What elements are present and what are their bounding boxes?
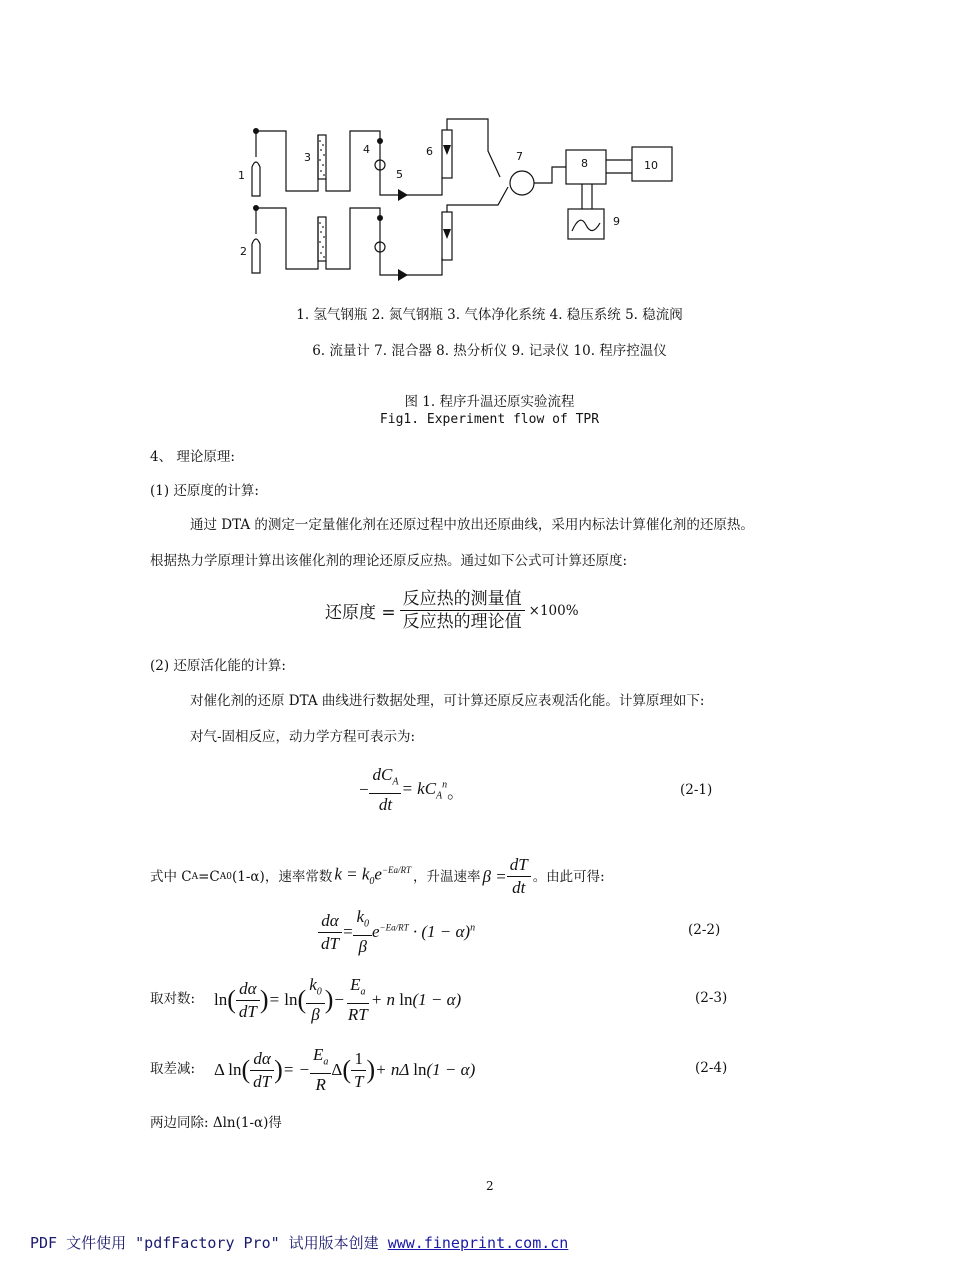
figure-legend-line-1: 1. 氢气钢瓶 2. 氮气钢瓶 3. 气体净化系统 4. 稳压系统 5. 稳流阀 bbox=[296, 307, 683, 323]
final-line: 两边同除: Δln(1-α)得 bbox=[150, 1115, 282, 1131]
eq3-label: 取对数: bbox=[150, 991, 196, 1007]
sub-heading-1: (1) 还原度的计算: bbox=[150, 483, 259, 499]
def-text-e: 。由此可得: bbox=[532, 868, 605, 885]
node-label-2: 2 bbox=[240, 245, 247, 258]
pdf-footer bbox=[30, 1232, 568, 1253]
equation-number-2-4: (2-4) bbox=[695, 1060, 728, 1076]
node-label-3: 3 bbox=[304, 151, 311, 164]
figure-caption-cn: 图 1. 程序升温还原实验流程 bbox=[404, 394, 575, 410]
flow-valve-top-shape bbox=[398, 189, 408, 201]
equation-2-3: ln ( $\frac{d\alpha}{dT}$ ) = ln ( $\frac{k_0}{\beta}$ ) − $\frac{E_a}{RT}$ + n ln(1 − α) bbox=[214, 975, 462, 1025]
nitrogen-cylinder-shape bbox=[252, 239, 260, 273]
node-label-6: 6 bbox=[426, 145, 433, 158]
node-label-10: 10 bbox=[644, 159, 658, 172]
def-text-b: =C bbox=[198, 868, 220, 885]
definitions-line: 式中 C A =C A0 (1-α)，速率常数 $k = k_0e^{-Ea/RT}$ ，升温速率 β = $\frac{dT}{dt}$ 。由此可得: bbox=[150, 855, 605, 897]
formula-lhs: 还原度 = bbox=[325, 603, 396, 623]
reduction-degree-formula bbox=[325, 588, 579, 633]
figure-legend-line-2: 6. 流量计 7. 混合器 8. 热分析仪 9. 记录仪 10. 程序控温仪 bbox=[312, 343, 667, 359]
def-text-c: (1-α)，速率常数 bbox=[232, 868, 333, 885]
figure-caption-en: Fig1. Experiment flow of TPR bbox=[379, 412, 600, 427]
footer-text: PDF 文件使用 "pdfFactory Pro" 试用版本创建 bbox=[30, 1234, 388, 1252]
node-label-5: 5 bbox=[396, 168, 403, 181]
footer-link[interactable]: www.fineprint.com.cn bbox=[387, 1234, 569, 1252]
paragraph-activation: 对催化剂的还原 DTA 曲线进行数据处理，可计算还原反应表观活化能。计算原理如下: bbox=[190, 693, 705, 709]
formula-fraction bbox=[400, 588, 525, 633]
def-text-d: ，升温速率 bbox=[413, 868, 481, 885]
equation-number-2-1: (2-1) bbox=[680, 782, 713, 798]
paragraph-kinetics: 对气-固相反应，动力学方程可表示为: bbox=[190, 729, 416, 745]
formula-numerator: 反应热的测量值 bbox=[400, 588, 525, 611]
equation-2-2: $\frac{d\alpha}{dT}$ = $\frac{k_0}{\beta}$ $e^{-Ea/RT} \cdot (1 - \alpha)^n$ bbox=[318, 906, 475, 958]
tpr-flow-diagram bbox=[230, 105, 690, 300]
section-heading-4: 4、 理论原理: bbox=[150, 449, 235, 465]
page-number: 2 bbox=[486, 1179, 494, 1193]
sub-heading-2: (2) 还原活化能的计算: bbox=[150, 658, 286, 674]
formula-tail: ×100% bbox=[528, 602, 579, 619]
eq4-label: 取差减: bbox=[150, 1061, 196, 1077]
flow-valve-bottom-shape bbox=[398, 269, 408, 281]
mixer-shape bbox=[510, 171, 534, 195]
def-text-a: 式中 C bbox=[150, 868, 192, 885]
equation-2-4: Δ ln ( $\frac{d\alpha}{dT}$ ) = − $\frac{E_a}{R}$ Δ ( $\frac{1}{T}$ ) + nΔ ln(1 − α) bbox=[214, 1045, 476, 1095]
formula-denominator: 反应热的理论值 bbox=[402, 612, 522, 632]
equation-number-2-2: (2-2) bbox=[688, 922, 721, 938]
node-label-4: 4 bbox=[363, 143, 370, 156]
node-label-1: 1 bbox=[238, 169, 245, 182]
paragraph-dta: 通过 DTA 的测定一定量催化剂在还原过程中放出还原曲线，采用内标法计算催化剂的还原热。 bbox=[190, 517, 754, 533]
equation-number-2-3: (2-3) bbox=[695, 990, 728, 1006]
paragraph-thermo: 根据热力学原理计算出该催化剂的理论还原反应热。通过如下公式可计算还原度: bbox=[150, 553, 628, 569]
node-label-7: 7 bbox=[516, 150, 523, 163]
hydrogen-cylinder-shape bbox=[252, 162, 260, 196]
equation-2-1: − $\frac{dC_A}{dt}$ = $kC_A^n$ 。 bbox=[358, 765, 465, 815]
node-label-8: 8 bbox=[581, 157, 588, 170]
node-label-9: 9 bbox=[613, 215, 620, 228]
